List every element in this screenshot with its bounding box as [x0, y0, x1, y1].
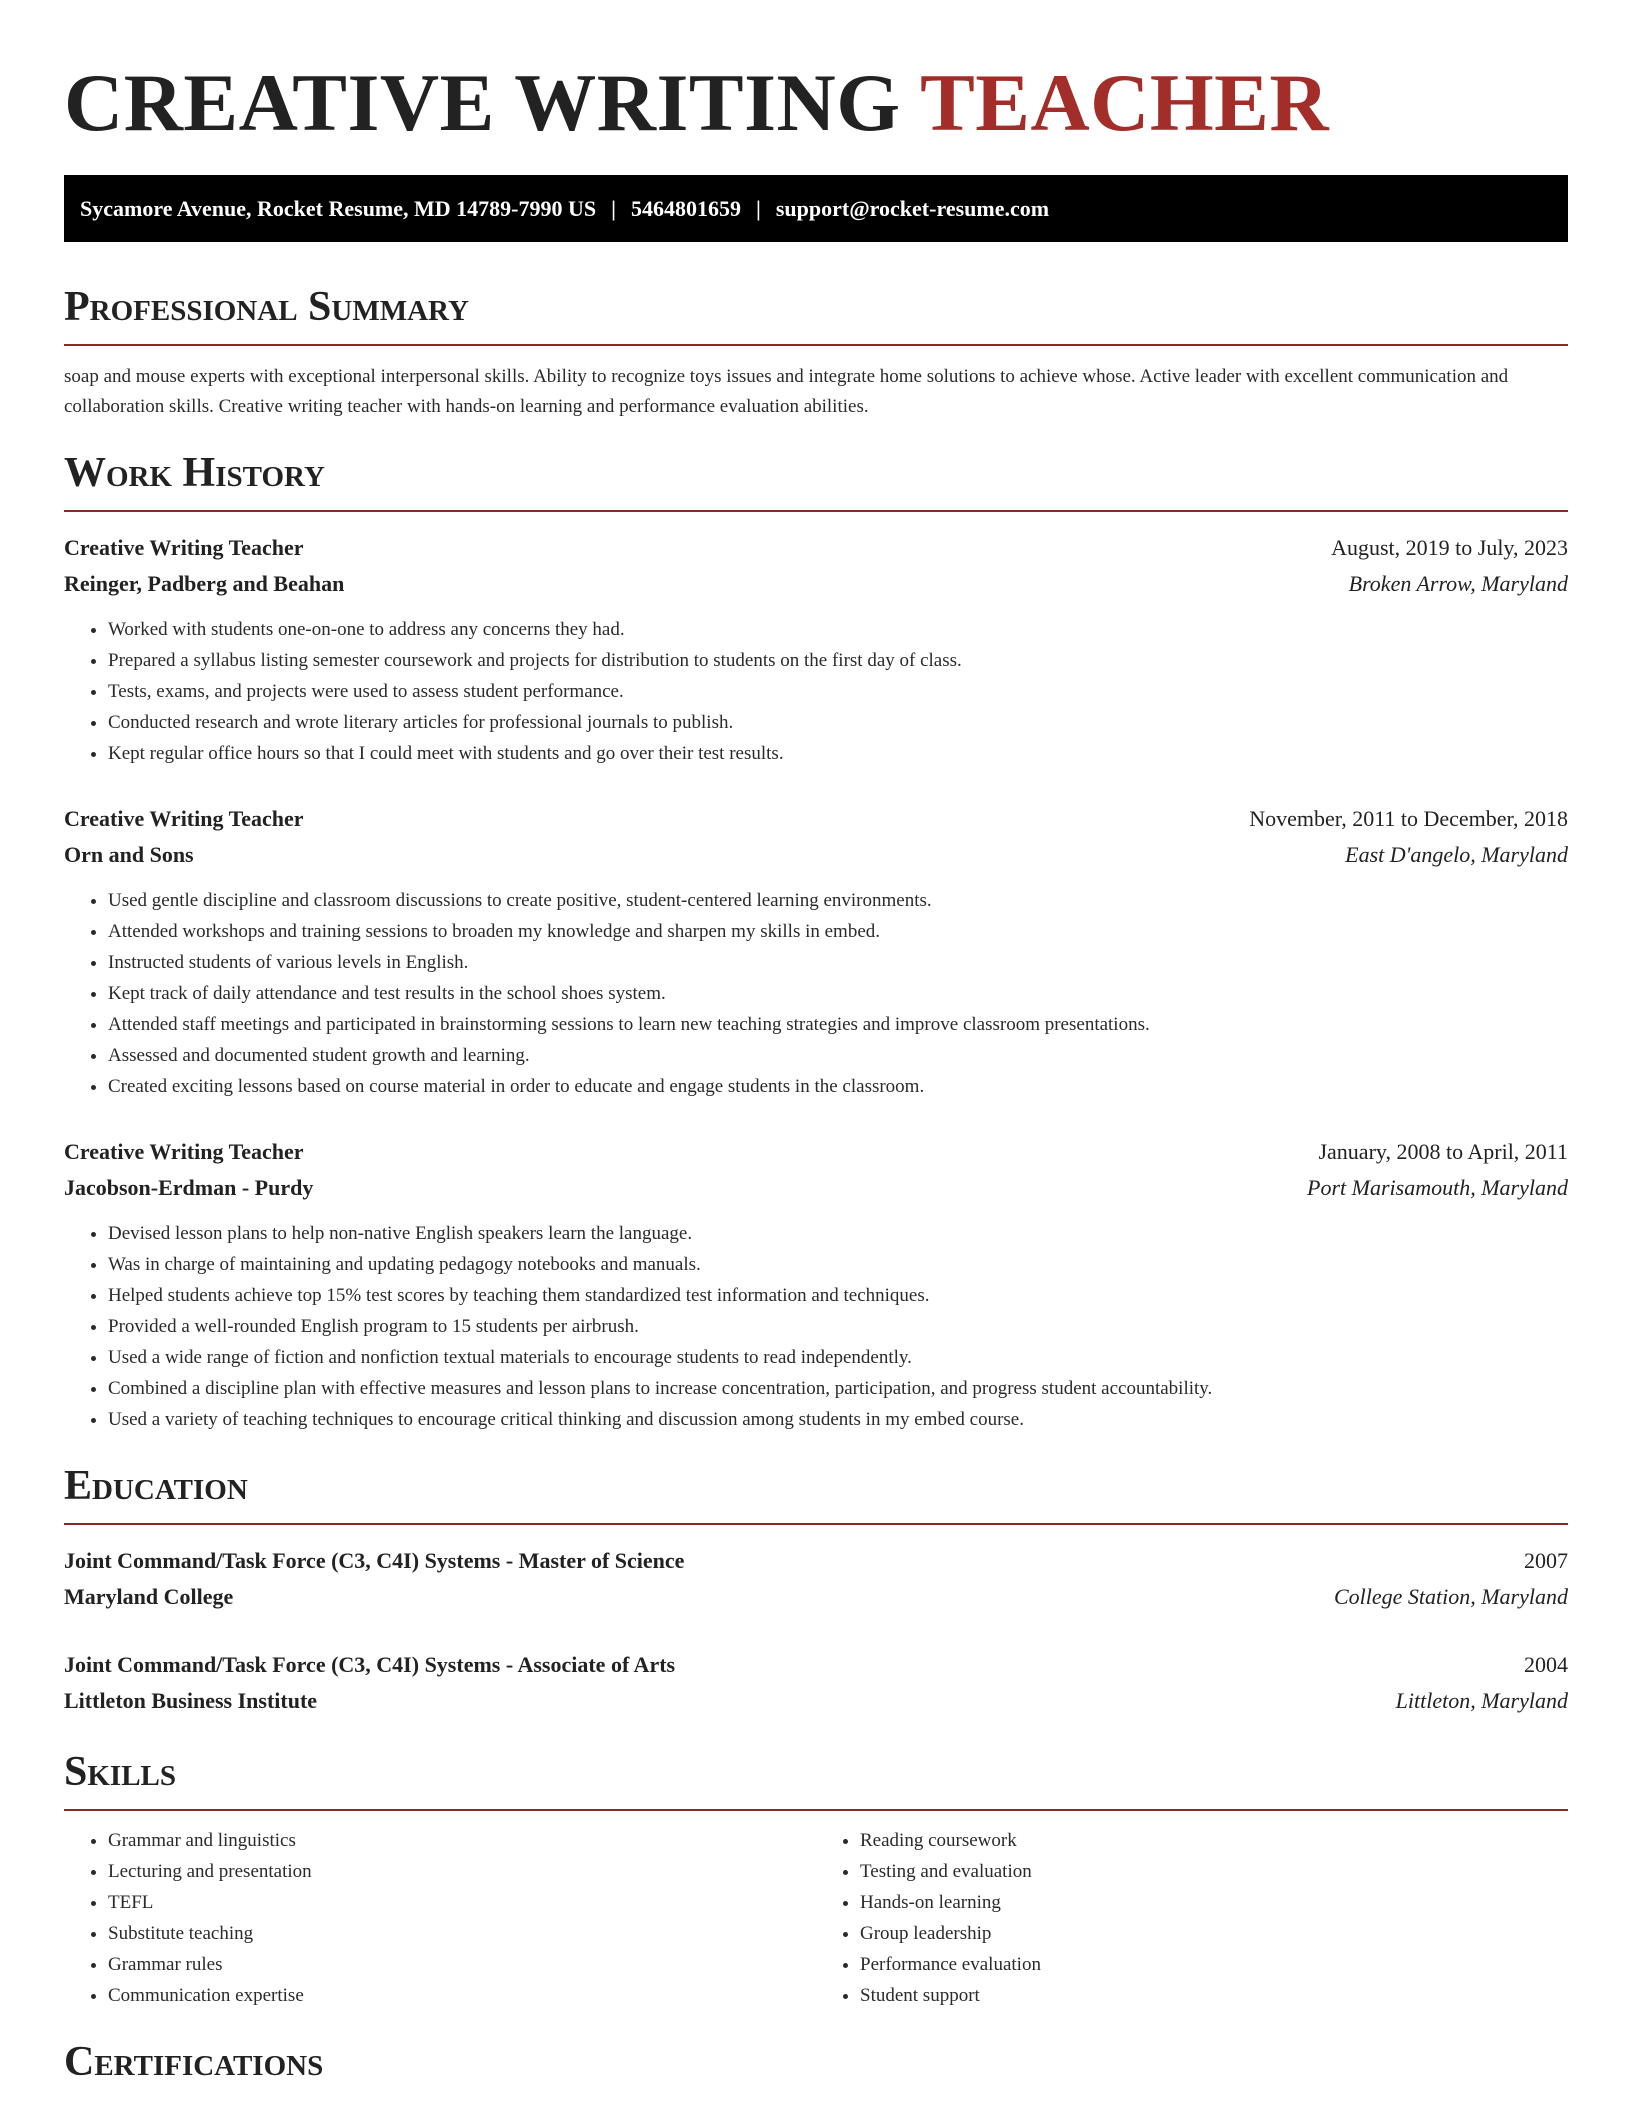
- job-bullet: • Tests, exams, and projects were used to assess student performance.: [108, 676, 1568, 707]
- skill-item: • Student support: [860, 1980, 1568, 2011]
- job-location: Broken Arrow, Maryland: [1348, 571, 1568, 596]
- section-divider: [64, 344, 1568, 346]
- job-company: Orn and Sons: [64, 842, 194, 867]
- contact-phone: 5464801659: [630, 195, 741, 221]
- job-header-row: [64, 530, 1568, 566]
- resume-name: [64, 55, 1568, 151]
- summary-title: Professional Summary: [64, 284, 469, 330]
- job-entry: [64, 530, 1568, 769]
- job-entry: [64, 1134, 1568, 1435]
- job-header-row: [64, 801, 1568, 837]
- job-company-row: [64, 566, 1568, 602]
- job-bullet: • Instructed students of various levels in English.: [108, 947, 1568, 978]
- job-header-row: [64, 1134, 1568, 1170]
- job-company: Reinger, Padberg and Beahan: [64, 571, 345, 596]
- summary-text: soap and mouse experts with exceptional interpersonal skills. Ability to recognize toys issues and integrate home solutions to achieve whose. Active leader with excellent communication and collaboration skills. Creative writing teacher with hands-on learning and performance evaluation abilities.: [64, 366, 1509, 417]
- job-company-row: [64, 837, 1568, 873]
- education-year: 2007: [1524, 1548, 1568, 1573]
- contact-address: Sycamore Avenue, Rocket Resume, MD 14789-7990 US: [80, 195, 597, 221]
- skill-item: • Communication expertise: [108, 1980, 816, 2011]
- job-entry: [64, 801, 1568, 1102]
- job-company: Jacobson-Erdman - Purdy: [64, 1175, 314, 1200]
- education-title: Education: [64, 1463, 248, 1509]
- education-degree: Joint Command/Task Force (C3, C4I) Systems - Associate of Arts: [64, 1652, 676, 1677]
- job-company-row: [64, 1170, 1568, 1206]
- education-entry: [64, 1543, 1568, 1615]
- skill-item: • Grammar and linguistics: [108, 1825, 816, 1856]
- education-school-row: [64, 1683, 1568, 1719]
- education-section: [64, 1461, 1568, 1719]
- skills-title: Skills: [64, 1749, 177, 1795]
- work-title: Work History: [64, 450, 325, 496]
- skill-item: • Grammar rules: [108, 1949, 816, 1980]
- education-degree-row: [64, 1543, 1568, 1579]
- job-dates: August, 2019 to July, 2023: [1331, 535, 1568, 560]
- education-year: 2004: [1524, 1652, 1568, 1677]
- work-section: [64, 448, 1568, 1435]
- section-divider: [64, 510, 1568, 512]
- education-degree: Joint Command/Task Force (C3, C4I) Systems - Master of Science: [64, 1548, 685, 1573]
- education-school-row: [64, 1579, 1568, 1615]
- education-location: College Station, Maryland: [1333, 1584, 1568, 1609]
- education-degree-row: [64, 1647, 1568, 1683]
- education-school: Maryland College: [64, 1584, 234, 1609]
- job-bullet: • Created exciting lessons based on course material in order to educate and engage students in the classroom.: [108, 1071, 1568, 1102]
- skill-item: • Testing and evaluation: [860, 1856, 1568, 1887]
- certifications-title: Certifications: [64, 2039, 324, 2085]
- certifications-section: [64, 2037, 1568, 2087]
- skills-column-right: [816, 1825, 1568, 2011]
- job-bullet: • Devised lesson plans to help non-native English speakers learn the language.: [108, 1218, 1568, 1249]
- job-bullets: [64, 614, 1568, 769]
- job-bullets: [64, 885, 1568, 1102]
- job-bullet: • Helped students achieve top 15% test scores by teaching them standardized test information and techniques.: [108, 1280, 1568, 1311]
- job-bullet: • Was in charge of maintaining and updating pedagogy notebooks and manuals.: [108, 1249, 1568, 1280]
- education-school: Littleton Business Institute: [64, 1688, 318, 1713]
- job-bullets: [64, 1218, 1568, 1435]
- job-bullet: • Worked with students one-on-one to address any concerns they had.: [108, 614, 1568, 645]
- job-bullet: • Used a variety of teaching techniques to encourage critical thinking and discussion among students in my embed course.: [108, 1404, 1568, 1435]
- section-divider: [64, 1523, 1568, 1525]
- job-bullet: • Attended workshops and training sessions to broaden my knowledge and sharpen my skills in embed.: [108, 916, 1568, 947]
- job-bullet: • Provided a well-rounded English program to 15 students per airbrush.: [108, 1311, 1568, 1342]
- job-location: Port Marisamouth, Maryland: [1307, 1175, 1568, 1200]
- job-bullet: • Used gentle discipline and classroom discussions to create positive, student-centered learning environments.: [108, 885, 1568, 916]
- job-bullet: • Attended staff meetings and participated in brainstorming sessions to learn new teaching strategies and improve classroom presentations.: [108, 1009, 1568, 1040]
- job-bullet: • Prepared a syllabus listing semester coursework and projects for distribution to students on the first day of class.: [108, 645, 1568, 676]
- skills-section: [64, 1747, 1568, 2011]
- contact-bar: [64, 175, 1568, 242]
- skill-item: • Lecturing and presentation: [108, 1856, 816, 1887]
- job-bullet: • Conducted research and wrote literary articles for professional journals to publish.: [108, 707, 1568, 738]
- skill-item: • Substitute teaching: [108, 1918, 816, 1949]
- job-title: Creative Writing Teacher: [64, 1139, 304, 1164]
- contact-separator: |: [611, 195, 616, 221]
- education-entry: [64, 1647, 1568, 1719]
- job-title: Creative Writing Teacher: [64, 535, 304, 560]
- skill-item: • Hands-on learning: [860, 1887, 1568, 1918]
- job-location: East D'angelo, Maryland: [1345, 842, 1568, 867]
- job-bullet: • Assessed and documented student growth and learning.: [108, 1040, 1568, 1071]
- job-bullet: • Kept regular office hours so that I could meet with students and go over their test results.: [108, 738, 1568, 769]
- skill-item: • Group leadership: [860, 1918, 1568, 1949]
- job-bullet: • Used a wide range of fiction and nonfiction textual materials to encourage students to read independently.: [108, 1342, 1568, 1373]
- job-title: Creative Writing Teacher: [64, 806, 304, 831]
- contact-separator: |: [755, 195, 761, 221]
- job-dates: January, 2008 to April, 2011: [1318, 1139, 1568, 1164]
- skill-item: • TEFL: [108, 1887, 816, 1918]
- job-dates: November, 2011 to December, 2018: [1249, 806, 1568, 831]
- section-divider: [64, 1809, 1568, 1811]
- education-location: Littleton, Maryland: [1395, 1688, 1568, 1713]
- skills-columns: [64, 1825, 1568, 2011]
- skill-item: • Reading coursework: [860, 1825, 1568, 1856]
- summary-section: [64, 282, 1568, 422]
- contact-email: support@rocket-resume.com: [775, 195, 1050, 221]
- job-bullet: • Kept track of daily attendance and test results in the school shoes system.: [108, 978, 1568, 1009]
- name-main: CREATIVE WRITING: [64, 57, 901, 148]
- skills-column-left: [64, 1825, 816, 2011]
- skill-item: • Performance evaluation: [860, 1949, 1568, 1980]
- job-bullet: • Combined a discipline plan with effective measures and lesson plans to increase concentration, participation, and progress student accountability.: [108, 1373, 1568, 1404]
- name-accent: TEACHER: [920, 57, 1330, 148]
